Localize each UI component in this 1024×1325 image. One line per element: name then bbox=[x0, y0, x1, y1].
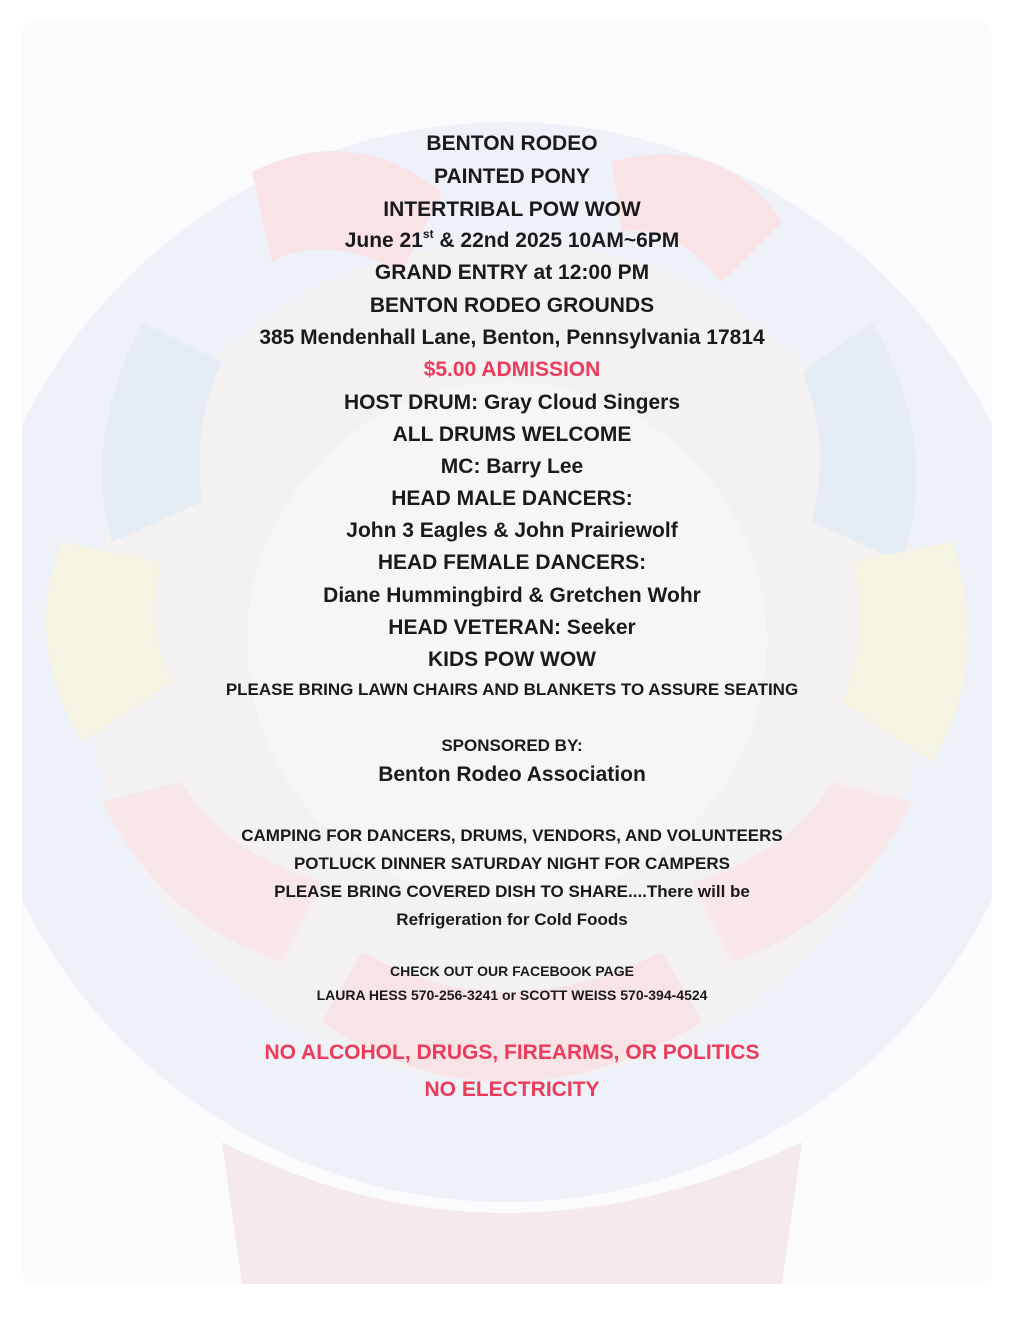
title-painted-pony: PAINTED PONY bbox=[434, 165, 590, 188]
title-benton-rodeo: BENTON RODEO bbox=[426, 132, 598, 155]
facebook: CHECK OUT OUR FACEBOOK PAGE bbox=[390, 963, 634, 979]
sponsor: Benton Rodeo Association bbox=[378, 763, 646, 786]
address: 385 Mendenhall Lane, Benton, Pennsylvania 17814 bbox=[259, 326, 765, 349]
event-dates bbox=[0, 227, 1024, 252]
date-day1: June 21 bbox=[344, 229, 423, 252]
grand-entry: GRAND ENTRY at 12:00 PM bbox=[374, 261, 650, 284]
contacts: LAURA HESS 570-256-3241 or SCOTT WEISS 570-394-4524 bbox=[316, 987, 708, 1003]
head-veteran: HEAD VETERAN: Seeker bbox=[388, 616, 636, 639]
head-male-label: HEAD MALE DANCERS: bbox=[391, 487, 633, 510]
admission: $5.00 ADMISSION bbox=[423, 358, 601, 381]
host-drum: HOST DRUM: Gray Cloud Singers bbox=[343, 391, 681, 414]
venue: BENTON RODEO GROUNDS bbox=[369, 294, 655, 317]
camping: CAMPING FOR DANCERS, DRUMS, VENDORS, AND VOLUNTEERS bbox=[241, 826, 783, 845]
kids-pow-wow: KIDS POW WOW bbox=[428, 648, 596, 671]
date-rest: & 22nd 2025 10AM~6PM bbox=[433, 229, 680, 252]
all-drums-welcome: ALL DRUMS WELCOME bbox=[392, 423, 632, 446]
date-suffix: st bbox=[422, 227, 434, 241]
sponsored-label: SPONSORED BY: bbox=[441, 736, 583, 755]
head-male-names: John 3 Eagles & John Prairiewolf bbox=[346, 519, 678, 542]
potluck: POTLUCK DINNER SATURDAY NIGHT FOR CAMPERS bbox=[293, 854, 731, 873]
mc: MC: Barry Lee bbox=[440, 455, 584, 478]
seating-note: PLEASE BRING LAWN CHAIRS AND BLANKETS TO ASSURE SEATING bbox=[225, 680, 799, 699]
prohibited-items: NO ALCOHOL, DRUGS, FIREARMS, OR POLITICS bbox=[264, 1041, 760, 1064]
no-electricity: NO ELECTRICITY bbox=[424, 1078, 600, 1101]
refrigeration: Refrigeration for Cold Foods bbox=[396, 910, 628, 929]
title-intertribal-pow-wow: INTERTRIBAL POW WOW bbox=[383, 198, 641, 221]
covered-dish: PLEASE BRING COVERED DISH TO SHARE....There will be bbox=[274, 882, 750, 901]
head-female-names: Diane Hummingbird & Gretchen Wohr bbox=[323, 584, 701, 607]
head-female-label: HEAD FEMALE DANCERS: bbox=[377, 551, 647, 574]
